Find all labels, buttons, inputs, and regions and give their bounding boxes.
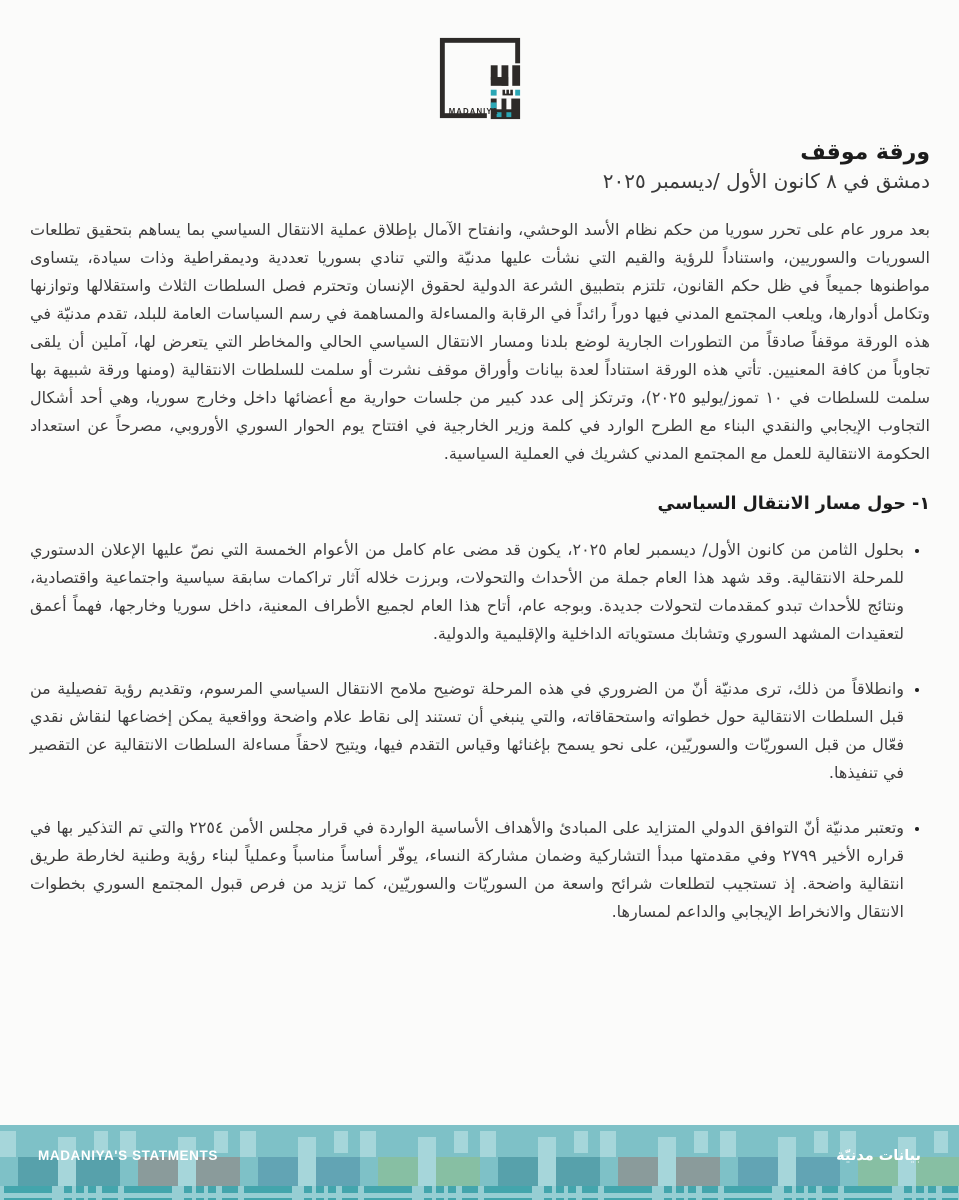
bullet-item: • وتعتبر مدنيّة أنّ التوافق الدولي المتزايد على المبادئ والأهداف الأساسية الواردة في قرار مجلس الأمن ٢٢٥٤ والتي تم التذكير بها في قراره الأخير ٢٧٩٩ وفي مقدمتها مبدأ التشاركية وضمان مشاركة النساء، يوفّر أساساً مناسباً وعملياً لبناء رؤية وطنية لخارطة طريق انتقالية واضحة. إذ تستجيب لتطلعات شرائح واسعة من السوريّات والسوريّين، كما تزيد من فرص قبول المجتمع السوري بخطوات الانتقال والانخراط الإيجابي والداعم لمسارها.	[30, 814, 904, 926]
bullet-item: • بحلول الثامن من كانون الأول/ ديسمبر لعام ٢٠٢٥، يكون قد مضى عام كامل من الأعوام الخمسة التي نصّ عليها الإعلان الدستوري للمرحلة الانتقالية. وقد شهد هذا العام جملة من الأحداث والتحولات، وبرزت خلاله آثار تراكمات سابقة سياسية واجتماعية واقتصادية، ونتائج للأحداث تبدو كمقدمات لتحولات جديدة. وبوجه عام، أتاح هذا العام لجميع الأطراف المعنية، داخل سوريا وخارجها، فهماً أعمق لتعقيدات المشهد السوري وتشابك مستوياته الداخلية والإقليمية والدولية.	[30, 536, 904, 648]
bullet-item: • وانطلاقاً من ذلك، ترى مدنيّة أنّ من الضروري في هذه المرحلة توضيح ملامح الانتقال السياسي المرسوم، وتقديم رؤية تفصيلية من قبل السلطات الانتقالية حول خطواته واستحقاقاته، والتي ينبغي أن تستند إلى نقاط علام واضحة وواقعية يمكن إخضاعها لنقاش نقدي فعّال من قبل السوريّات والسوريّين، على نحو يسمح بإغنائها وقياس التقدم فيها، ويتيح لاحقاً مساءلة السلطات الانتقالية عن التقصير في تنفيذها.	[30, 675, 904, 787]
footer-banner	[0, 1125, 959, 1200]
document-body	[30, 216, 930, 953]
bullet-list	[30, 536, 930, 926]
intro-paragraph: بعد مرور عام على تحرر سوريا من حكم نظام الأسد الوحشي، وانفتاح الآمال بإطلاق عملية الانتقال السياسي بما يساهم بتحقيق تطلعات السوريات والسوريين، واستناداً للرؤية والقيم التي نشأت عليها مدنيّة والتي تنادي بسوريا تعددية وديمقراطية وذات سيادة، يتساوى مواطنوها جميعاً في ظل حكم القانون، تلتزم بتطبيق الشرعة الدولية لحقوق الإنسان وتحترم فصل السلطات الثلاث واستقلالها وتوازنها وتكامل أدوارها، ويلعب المجتمع المدني فيها دوراً رائداً في الرقابة والمساءلة والمساهمة في رسم السياسات العامة للبلد، تقدم مدنيّة في هذه الورقة موقفاً صادقاً من التطورات الجارية لوضع بلدنا ومسار الانتقال السياسي الحالي والمخاطر التي يتعرض لها، آملين أن يلقى تجاوباً من كافة المعنيين. تأتي هذه الورقة استناداً لعدة بيانات وأوراق موقف نشرت أو سلمت للسلطات الانتقالية (ومنها ورقة شبيهة بها سلمت للسلطات في ١٠ تموز/يوليو ٢٠٢٥)، وترتكز إلى عدد كبير من جلسات حوارية مع أعضائها داخل وخارج سوريا، وهي أحد أشكال التجاوب الإيجابي والنقدي البناء مع الطرح الوارد في كلمة وزير الخارجية في افتتاح يوم الحوار السوري الأوروبي، مصرحاً عن استعداد الحكومة الانتقالية للعمل مع المجتمع المدني كشريك في العملية السياسية.	[30, 220, 930, 463]
section-heading: ١- حول مسار الانتقال السياسي	[657, 494, 930, 514]
madaniya-logo	[0, 34, 959, 122]
logo-wordmark: MADANIYA	[448, 107, 499, 117]
date-line: دمشق في ٨ كانون الأول /ديسمبر ٢٠٢٥	[602, 169, 930, 194]
page-title: ورقة موقف	[800, 140, 930, 165]
logo-kufic-mark	[436, 34, 524, 122]
document-header	[30, 140, 930, 195]
footer-right-label: بيانات مدنيّة	[836, 1147, 921, 1164]
footer-left-label: MADANIYA'S STATMENTS	[38, 1148, 218, 1163]
